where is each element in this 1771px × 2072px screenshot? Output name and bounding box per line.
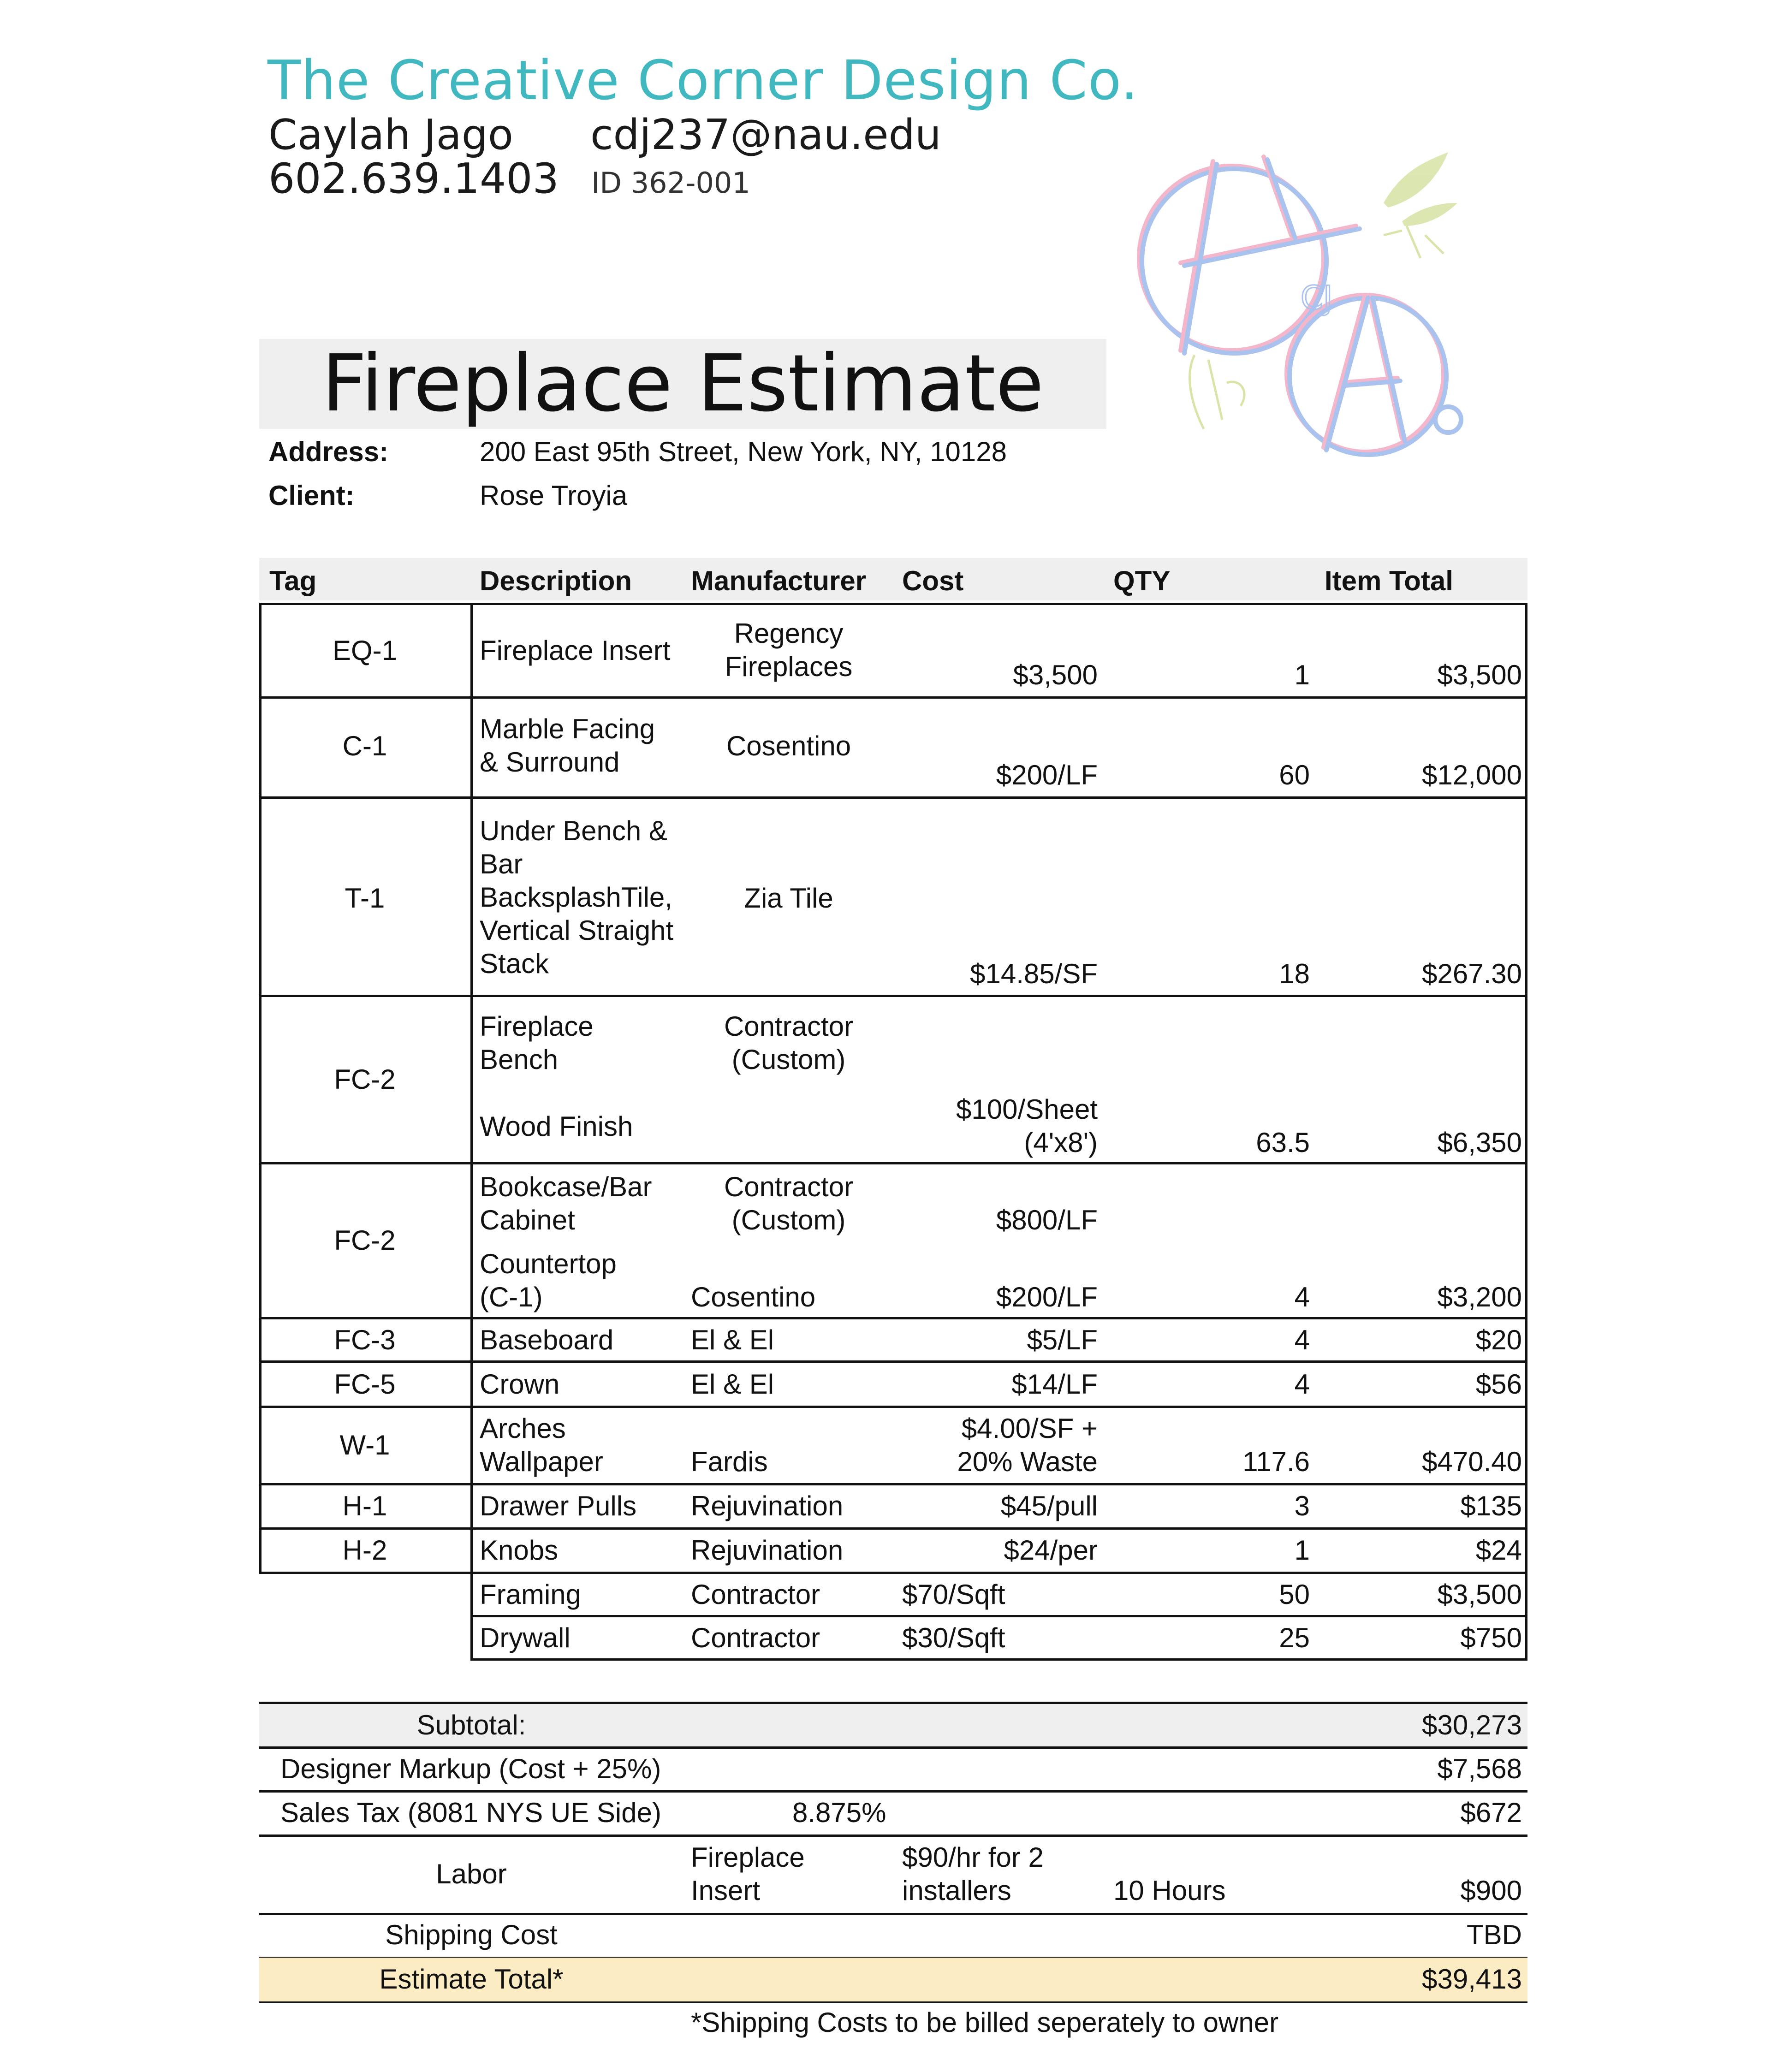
designer-id: ID 362-001 (591, 166, 750, 200)
row-8-qty: 117.6 (1242, 1446, 1310, 1477)
row-11-mfr: Contractor (691, 1579, 820, 1610)
address-label: Address: (268, 436, 389, 467)
labor-rate-1: $90/hr for 2 (902, 1842, 1044, 1873)
row-9-cost: $45/pull (1000, 1490, 1098, 1521)
subtotal-label: Subtotal: (416, 1710, 526, 1740)
row-3-qty: 18 (1279, 958, 1310, 989)
row-1-mfr-2: Fireplaces (725, 651, 853, 682)
row-6-tag: FC-3 (334, 1324, 396, 1355)
row-3-desc-1: Under Bench & (480, 815, 667, 846)
row-7-tag: FC-5 (334, 1369, 396, 1400)
row-8-desc-1: Arches (480, 1413, 566, 1444)
row-4-tag: FC-2 (334, 1064, 396, 1095)
row-1-qty: 1 (1294, 659, 1310, 690)
designer-phone: 602.639.1403 (268, 154, 559, 203)
col-item-total: Item Total (1325, 565, 1453, 596)
row-4-desc-finish: Wood Finish (480, 1111, 633, 1142)
row-3-mfr: Zia Tile (744, 883, 833, 914)
row-2-qty: 60 (1279, 760, 1310, 790)
row-4-total: $6,350 (1437, 1127, 1522, 1158)
row-1-tag: EQ-1 (332, 635, 398, 666)
row-12-qty: 25 (1279, 1622, 1310, 1653)
row-2-desc-1: Marble Facing (480, 713, 655, 744)
row-9-qty: 3 (1294, 1490, 1310, 1521)
row-5-desc-3: Countertop (480, 1248, 617, 1279)
row-6-total: $20 (1475, 1324, 1522, 1355)
row-6-cost: $5/LF (1027, 1324, 1098, 1355)
markup-label: Designer Markup (Cost + 25%) (280, 1753, 661, 1784)
row-1-total: $3,500 (1437, 659, 1522, 690)
labor-label: Labor (436, 1858, 507, 1889)
labor-value: $900 (1460, 1875, 1522, 1906)
row-3-desc-4: Vertical Straight (480, 915, 674, 946)
row-12-mfr: Contractor (691, 1622, 820, 1653)
row-4-desc-1: Fireplace (480, 1011, 594, 1042)
row-11-qty: 50 (1279, 1579, 1310, 1610)
row-11-total: $3,500 (1437, 1579, 1522, 1610)
row-4-mfr-2: (Custom) (731, 1044, 846, 1075)
row-4-cost-2: (4'x8') (1024, 1127, 1098, 1158)
row-8-cost-1: $4.00/SF + (961, 1413, 1098, 1444)
page-title: Fireplace Estimate (321, 338, 1044, 429)
row-5-total: $3,200 (1437, 1282, 1522, 1312)
row-7-total: $56 (1475, 1369, 1522, 1400)
row-8-cost-2: 20% Waste (957, 1446, 1098, 1477)
designer-email: cdj237@nau.edu (590, 111, 941, 159)
row-4-mfr-1: Contractor (724, 1011, 854, 1042)
row-3-tag: T-1 (345, 883, 385, 914)
labor-hours: 10 Hours (1113, 1875, 1226, 1906)
row-4-cost-1: $100/Sheet (956, 1094, 1098, 1125)
footnote: *Shipping Costs to be billed seperately to owner (691, 2007, 1279, 2038)
row-5-qty: 4 (1294, 1282, 1310, 1312)
row-3-cost: $14.85/SF (970, 958, 1098, 989)
row-9-desc: Drawer Pulls (480, 1490, 637, 1521)
row-10-tag: H-2 (342, 1535, 387, 1566)
row-2-total: $12,000 (1422, 760, 1522, 790)
row-12-cost: $30/Sqft (902, 1622, 1005, 1653)
estimate-total-label: Estimate Total* (379, 1964, 564, 1995)
row-5-cost-2: $200/LF (996, 1282, 1098, 1312)
designer-name: Caylah Jago (268, 111, 513, 159)
address-value: 200 East 95th Street, New York, NY, 10128 (480, 436, 1007, 467)
row-12-total: $750 (1460, 1622, 1522, 1653)
row-8-desc-2: Wallpaper (480, 1446, 603, 1477)
sales-tax-value: $672 (1460, 1797, 1522, 1828)
row-12-desc: Drywall (480, 1622, 571, 1653)
col-manufacturer: Manufacturer (691, 565, 867, 596)
estimate-total-value: $39,413 (1422, 1964, 1522, 1995)
row-6-desc: Baseboard (480, 1324, 614, 1355)
row-7-qty: 4 (1294, 1369, 1310, 1400)
row-5-desc-4: (C-1) (480, 1282, 543, 1312)
markup-value: $7,568 (1437, 1753, 1522, 1784)
row-2-mfr: Cosentino (726, 730, 851, 761)
row-5-tag: FC-2 (334, 1225, 396, 1256)
labor-rate-2: installers (902, 1875, 1011, 1906)
cj-monogram-logo (1125, 143, 1490, 466)
row-11-cost: $70/Sqft (902, 1579, 1005, 1610)
client-value: Rose Troyia (480, 480, 628, 511)
row-5-desc-1: Bookcase/Bar (480, 1171, 652, 1202)
row-11-desc: Framing (480, 1579, 582, 1610)
col-tag: Tag (269, 565, 317, 596)
row-5-desc-2: Cabinet (480, 1205, 575, 1235)
client-label: Client: (268, 480, 355, 511)
row-5-cost-1: $800/LF (996, 1205, 1098, 1235)
row-9-mfr: Rejuvination (691, 1490, 844, 1521)
row-1-desc: Fireplace Insert (480, 635, 671, 666)
row-9-total: $135 (1460, 1490, 1522, 1521)
row-10-cost: $24/per (1004, 1535, 1098, 1566)
row-4-desc-2: Bench (480, 1044, 559, 1075)
row-3-desc-2: Bar (480, 849, 523, 879)
row-9-tag: H-1 (342, 1490, 387, 1521)
sales-tax-rate: 8.875% (792, 1797, 886, 1828)
row-1-cost: $3,500 (1013, 659, 1098, 690)
subtotal-value: $30,273 (1422, 1710, 1522, 1740)
row-10-qty: 1 (1294, 1535, 1310, 1566)
company-name: The Creative Corner Design Co. (267, 48, 1139, 112)
row-10-mfr: Rejuvination (691, 1535, 844, 1566)
logo-initials: CJ (1301, 279, 1333, 317)
row-5-mfr-3: Cosentino (691, 1282, 816, 1312)
row-10-total: $24 (1475, 1535, 1522, 1566)
row-3-desc-5: Stack (480, 948, 549, 979)
row-8-total: $470.40 (1422, 1446, 1522, 1477)
col-cost: Cost (902, 565, 964, 596)
row-4-qty: 63.5 (1256, 1127, 1310, 1158)
row-6-qty: 4 (1294, 1324, 1310, 1355)
row-5-mfr-2: (Custom) (731, 1205, 846, 1235)
col-qty: QTY (1113, 565, 1171, 596)
labor-item-2: Insert (691, 1875, 761, 1906)
col-description: Description (480, 565, 632, 596)
row-1-mfr-1: Regency (734, 618, 844, 649)
row-8-tag: W-1 (339, 1430, 390, 1460)
row-8-mfr: Fardis (691, 1446, 768, 1477)
logo-leaves (1384, 152, 1457, 226)
shipping-label: Shipping Cost (385, 1919, 558, 1950)
row-6-mfr: El & El (691, 1324, 774, 1355)
row-2-desc-2: & Surround (480, 747, 620, 778)
row-7-desc: Crown (480, 1369, 560, 1400)
row-5-mfr-1: Contractor (724, 1171, 854, 1202)
shipping-value: TBD (1467, 1919, 1522, 1950)
row-2-tag: C-1 (342, 730, 387, 761)
sales-tax-label: Sales Tax (8081 NYS UE Side) (280, 1797, 661, 1828)
row-7-mfr: El & El (691, 1369, 774, 1400)
row-10-desc: Knobs (480, 1535, 559, 1566)
labor-item-1: Fireplace (691, 1842, 805, 1873)
row-3-total: $267.30 (1422, 958, 1522, 989)
row-2-cost: $200/LF (996, 760, 1098, 790)
row-3-desc-3: BacksplashTile, (480, 882, 672, 913)
row-7-cost: $14/LF (1011, 1369, 1098, 1400)
